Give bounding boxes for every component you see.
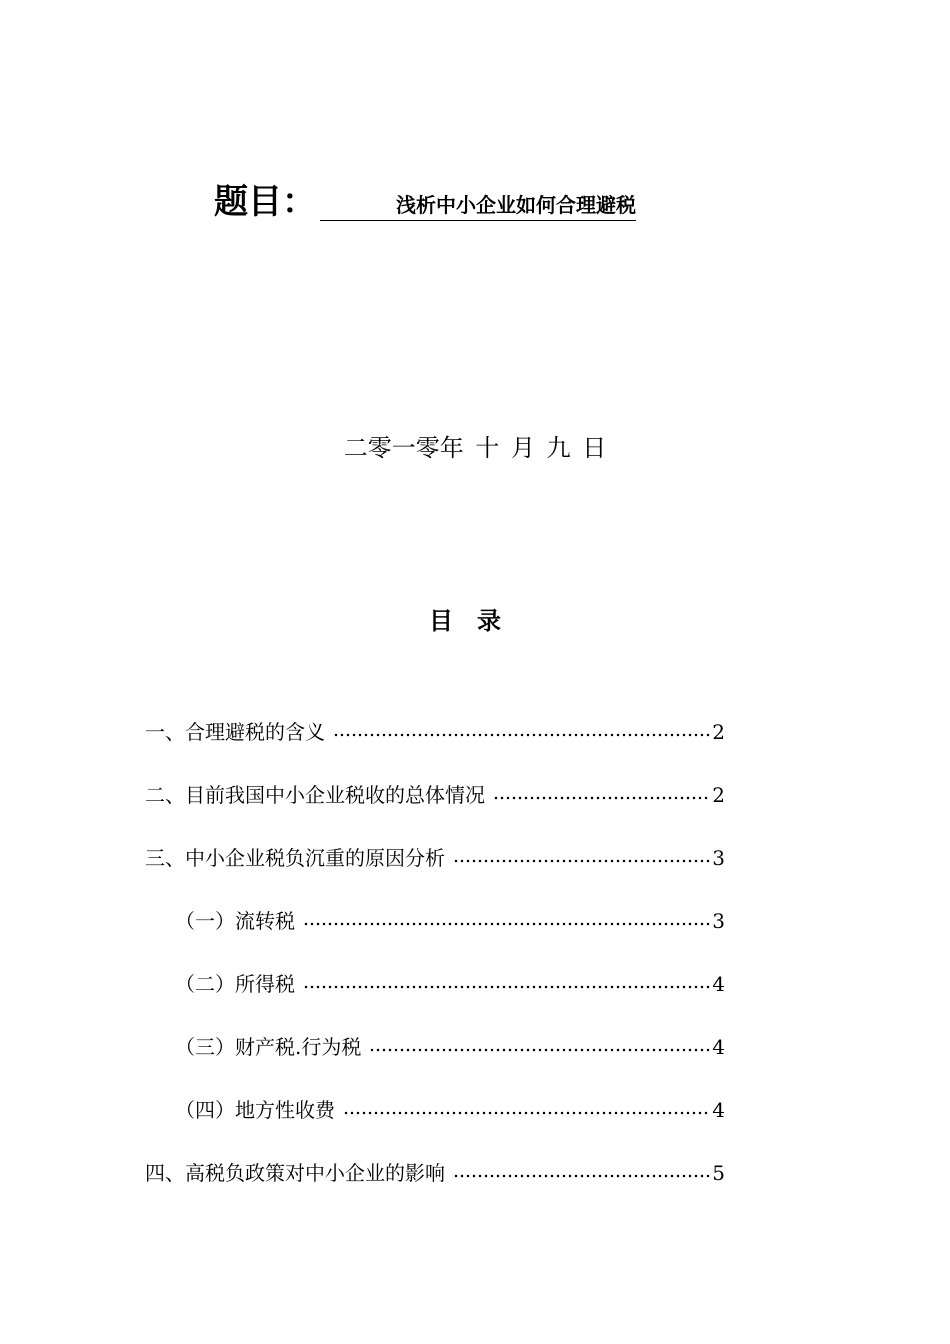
toc-leader-dots [303, 922, 710, 926]
cover-date: 二零一零年 十 月 九 日 [343, 434, 607, 462]
toc-subitem[interactable] [145, 952, 725, 1015]
toc-item-label: （四）地方性收费 [175, 1097, 335, 1122]
toc-leader-dots [453, 859, 710, 863]
toc-item-page: 4 [712, 971, 725, 996]
toc-item-page: 4 [712, 1034, 725, 1059]
title-text: 浅析中小企业如何合理避税 [396, 193, 636, 217]
toc-item-page: 2 [712, 782, 725, 807]
toc-heading: 目录 [429, 607, 525, 635]
toc-item-label: （二）所得税 [175, 971, 295, 996]
toc-item-label: （一）流转税 [175, 908, 295, 933]
toc-item-label: 三、中小企业税负沉重的原因分析 [145, 845, 445, 870]
toc-subitem[interactable] [145, 889, 725, 952]
cover-title [214, 180, 714, 230]
toc-item-label: （三）财产税.行为税 [175, 1034, 362, 1059]
toc-subitem[interactable] [145, 1078, 725, 1141]
toc-item-label: 四、高税负政策对中小企业的影响 [145, 1160, 445, 1185]
toc-leader-dots [453, 1174, 710, 1178]
toc-item-page: 3 [712, 845, 725, 870]
toc-list [145, 700, 725, 1204]
toc-item[interactable] [145, 1141, 725, 1204]
toc-item-page: 3 [712, 908, 725, 933]
toc-item-page: 4 [712, 1097, 725, 1122]
toc-leader-dots [369, 1048, 710, 1052]
toc-item-page: 5 [712, 1160, 725, 1185]
toc-leader-dots [303, 985, 710, 989]
toc-item-label: 二、目前我国中小企业税收的总体情况 [145, 782, 485, 807]
toc-item[interactable] [145, 700, 725, 763]
toc-subitem[interactable] [145, 1015, 725, 1078]
title-underline [320, 190, 636, 221]
toc-item[interactable] [145, 826, 725, 889]
toc-leader-dots [343, 1111, 710, 1115]
toc-leader-dots [333, 733, 710, 737]
toc-item-page: 2 [712, 719, 725, 744]
title-label: 题目： [214, 182, 316, 222]
toc-item[interactable] [145, 763, 725, 826]
toc-item-label: 一、合理避税的含义 [145, 719, 325, 744]
toc-leader-dots [493, 796, 710, 800]
